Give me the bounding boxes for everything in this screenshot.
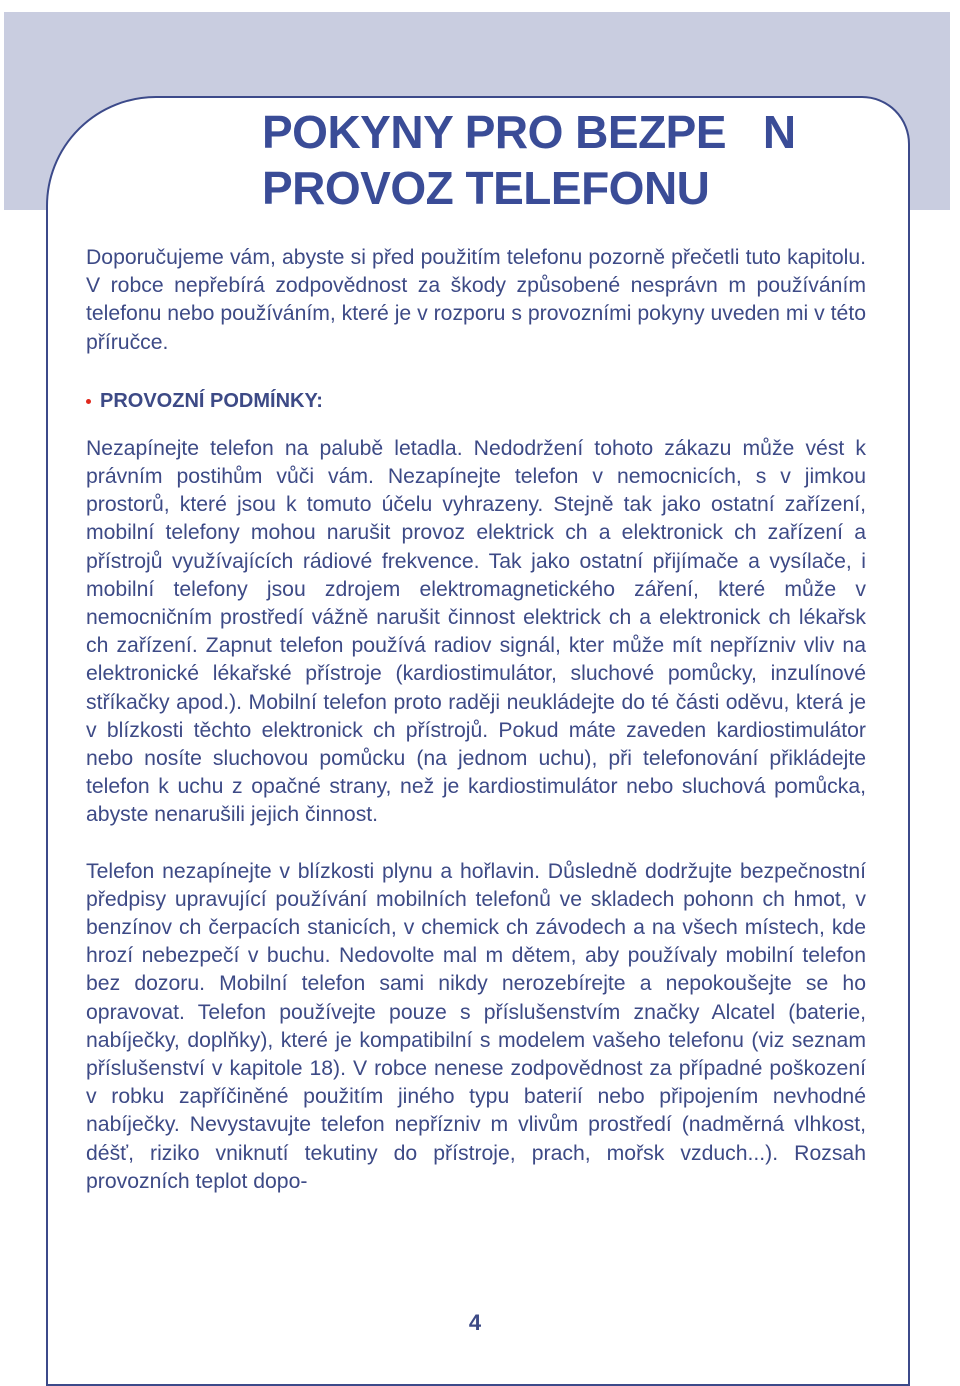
bullet-icon [86,399,91,404]
section-heading-label: PROVOZNÍ PODMÍNKY: [100,389,323,412]
page-title-line-2: PROVOZ TELEFONU [262,162,710,214]
page-number: 4 [468,1310,482,1335]
body-paragraph-2: Telefon nezapínejte v blízkosti plynu a hořlavin. Důsledně dodržujte bezpečnostní předpisy upravující používání mobilních telefonů ve skladech pohonn ch hmot, v benzínov ch čerpacích stanicích, v chemick ch závodech a na všech místech, kde hrozí nebezpečí v buchu. Nedovolte mal m dětem, aby používaly mobilní telefon bez dozoru. Mobilní telefon sami nikdy nerozebírejte a nepokoušejte se ho opravovat. Telefon používejte pouze s příslušenstvím značky Alcatel (baterie, nabíječky, doplňky), které je kompatibilní s modelem vašeho telefonu (viz seznam příslušenství v kapitole 18). V robce nenese zodpovědnost za případné poškození v robku zapříčiněné použitím jiného typu baterií nebo připojením nevhodné nabíječky. Nevystavujte telefon nepřízniv m vlivům prostředí (nadměrná vlhkost, déšť, riziko vniknutí tekutiny do přístroje, prach, mořsk vzduch...). Rozsah provozních teplot dopo- [86,859,866,1193]
page-title [262,104,796,216]
section-heading [86,387,866,415]
page-title-line-1: POKYNY PRO BEZPE N [262,106,796,158]
page-content [86,244,866,1196]
body-paragraph-1: Nezapínejte telefon na palubě letadla. Nedodržení tohoto zákazu může vést k právním postihům vůči vám. Nezapínejte telefon v nemocnicích, s v jimkou prostorů, které jsou k tomuto účelu vyhrazeny. Stejně tak jako ostatní zařízení, mobilní telefony mohou narušit provoz elektrick ch a elektronick ch zařízení a přístrojů využívajících rádiové frekvence. Tak jako ostatní přijímače a vysílače, i mobilní telefony jsou zdrojem elektromagnetického záření, které může v nemocničním prostředí vážně narušit činnost elektrick ch a elektronick ch lékařsk ch zařízení. Zapnut telefon používá radiov signál, kter může mít nepřízniv vliv na elektronické lékařské přístroje (kardiostimulátor, sluchové pomůcky, inzulínové stříkačky apod.). Mobilní telefon proto raději neukládejte do té části oděvu, která je v blízkosti těchto elektronick ch přístrojů. Pokud máte zaveden kardiostimulátor nebo nosíte sluchovou pomůcku (na jednom uchu), při telefonování přikládejte telefon k uchu z opačné strany, než je kardiostimulátor nebo sluchová pomůcka, abyste nenarušili jejich činnost. [86,436,866,827]
intro-paragraph: Doporučujeme vám, abyste si před použitím telefonu pozorně přečetli tuto kapitolu. V robce nepřebírá zodpovědnost za škody způsobené nesprávn m používáním telefonu nebo používáním, které je v rozporu s provozními pokyny uveden mi v této příručce. [86,246,866,354]
